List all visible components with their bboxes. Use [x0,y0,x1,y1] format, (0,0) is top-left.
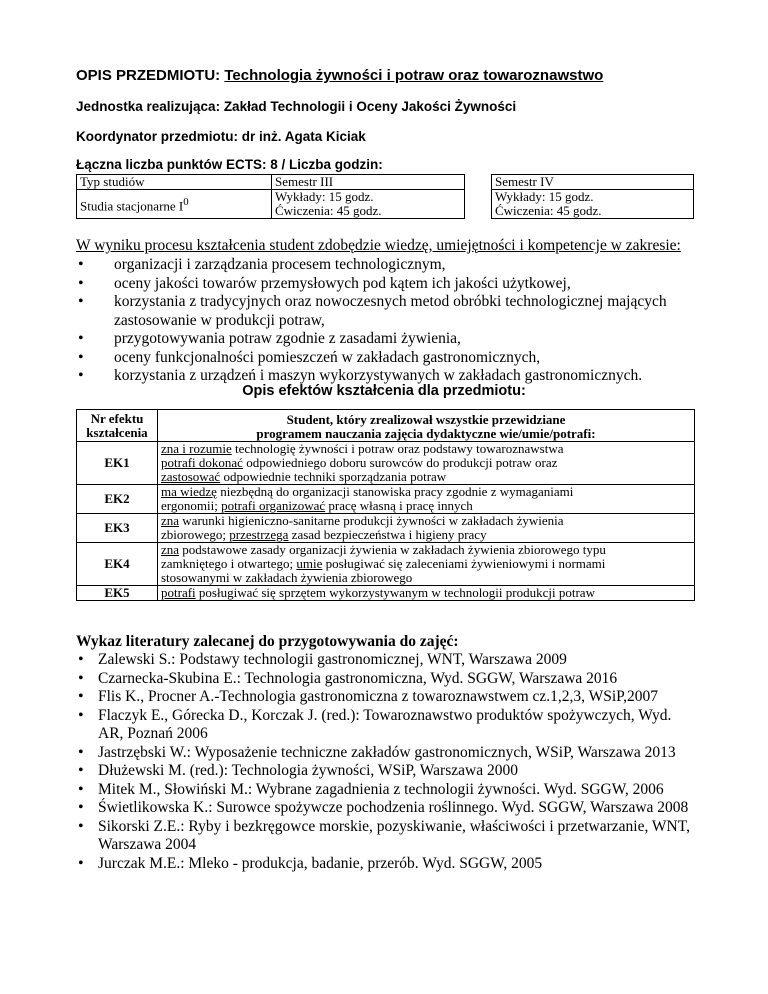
effect-id: EK1 [77,442,158,485]
studies-sem4-cell: Wykłady: 15 godz. Ćwiczenia: 45 godz. [492,190,694,219]
studies-header-sem4: Semestr IV [492,175,694,190]
effects-table [76,409,695,601]
effect-desc: zna warunki higieniczno-sanitarne produkcji żywności w zakładach żywienia zbiorowego; przestrzega zasad bezpieczeństwa i higieny pracy [158,514,695,543]
studies-header-type: Typ studiów [77,175,272,190]
effect-desc: ma wiedzę niezbędną do organizacji stanowiska pracy zgodnie z wymaganiami ergonomii; potrafi organizować pracę własną i pracę innych [158,485,695,514]
effect-id: EK4 [77,543,158,586]
list-item: • oceny jakości towarów przemysłowych pod kątem ich jakości użytkowej, [76,275,716,294]
studies-type-cell: Studia stacjonarne $I^0$ [77,190,272,219]
list-item: • Flaczyk E., Górecka D., Korczak J. (red.): Towaroznawstwo produktów spożywczych, Wyd. AR, Poznań 2006 [76,707,736,744]
list-item: • Czarnecka-Skubina E.: Technologia gastronomiczna, Wyd. SGGW, Warszawa 2016 [76,670,736,689]
list-item: • organizacji i zarządzania procesem technologicznym, [76,256,716,275]
list-item: • Mitek M., Słowiński M.: Wybrane zagadnienia z technologii żywności. Wyd. SGGW, 2006 [76,781,736,800]
outcomes-intro: W wyniku procesu kształcenia student zdobędzie wiedzę, umiejętności i kompetencje w zakresie: [76,237,681,254]
effect-id: EK5 [77,586,158,601]
list-item: • Flis K., Procner A.-Technologia gastronomiczna z towaroznawstwem cz.1,2,3, WSiP,2007 [76,688,736,707]
subject-name: Technologia żywności i potraw oraz towaroznawstwo [224,67,604,84]
studies-header-sem3: Semestr III [272,175,465,190]
table-row [77,485,695,514]
unit-line: Jednostka realizująca: Zakład Technologii i Oceny Jakości Żywności [76,99,517,114]
list-item: • korzystania z tradycyjnych oraz nowoczesnych metod obróbki technologicznej mających zastosowanie w produkcji potraw, [76,293,716,330]
effects-header-desc: Student, który zrealizował wszystkie przewidziane programem nauczania zajęcia dydaktyczne wie/umie/potrafi: [158,410,695,442]
studies-spacer [465,190,492,219]
list-item: • Świetlikowska K.: Surowce spożywcze pochodzenia roślinnego. Wyd. SGGW, Warszawa 2008 [76,799,736,818]
table-row [77,586,695,601]
list-item: • oceny funkcjonalności pomieszczeń w zakładach gastronomicznych, [76,349,716,368]
literature-title: Wykaz literatury zalecanej do przygotowywania do zajęć: [76,633,459,650]
list-item: • Zalewski S.: Podstawy technologii gastronomicznej, WNT, Warszawa 2009 [76,651,736,670]
studies-table [76,174,694,219]
page-title [76,67,603,84]
list-item: • przygotowywania potraw zgodnie z zasadami żywienia, [76,330,716,349]
effect-desc: zna i rozumie technologię żywności i potraw oraz podstawy towaroznawstwa potrafi dokonać odpowiedniego doboru surowców do produkcji potraw oraz zastosować odpowiednie techniki sporządzania potraw [158,442,695,485]
coordinator-line: Koordynator przedmiotu: dr inż. Agata Kiciak [76,129,366,144]
effects-header-id: Nr efektu kształcenia [77,410,158,442]
effects-title: Opis efektów kształcenia dla przedmiotu: [242,383,526,399]
table-row [77,514,695,543]
list-item: • Jurczak M.E.: Mleko - produkcja, badanie, przerób. Wyd. SGGW, 2005 [76,855,736,874]
effect-id: EK2 [77,485,158,514]
studies-sem3-cell: Wykłady: 15 godz. Ćwiczenia: 45 godz. [272,190,465,219]
table-row [77,543,695,586]
title-prefix: OPIS PRZEDMIOTU: [76,67,221,84]
studies-spacer [465,175,492,190]
table-row [77,442,695,485]
effect-id: EK3 [77,514,158,543]
ects-line: Łączna liczba punktów ECTS: 8 / Liczba godzin: [76,157,383,172]
outcomes-list [76,256,716,386]
literature-list [76,651,736,873]
list-item: • korzystania z urządzeń i maszyn wykorzystywanych w zakładach gastronomicznych. [76,367,716,386]
list-item: • Sikorski Z.E.: Ryby i bezkręgowce morskie, pozyskiwanie, właściwości i przetwarzanie, WNT, Warszawa 2004 [76,818,736,855]
effect-desc: zna podstawowe zasady organizacji żywienia w zakładach żywienia zbiorowego typu zamkniętego i otwartego; umie posługiwać się zaleceniami żywieniowymi i normami stosowanymi w zakładach żywienia zbiorowego [158,543,695,586]
list-item: • Dłużewski M. (red.): Technologia żywności, WSiP, Warszawa 2000 [76,762,736,781]
list-item: • Jastrzębski W.: Wyposażenie techniczne zakładów gastronomicznych, WSiP, Warszawa 2013 [76,744,736,763]
effect-desc: potrafi posługiwać się sprzętem wykorzystywanym w technologii produkcji potraw [158,586,695,601]
